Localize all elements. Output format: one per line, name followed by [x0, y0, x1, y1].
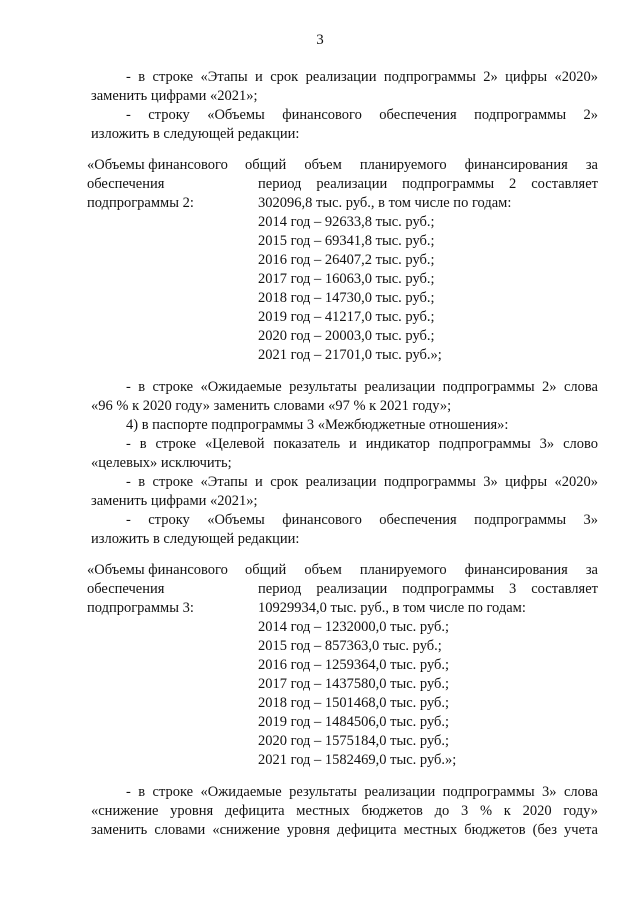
- paragraph-line: заменить цифрами «2021»;: [91, 88, 258, 104]
- table2-text-line: период реализации подпрограммы 3 составляет: [258, 581, 598, 597]
- year-line: 2020 год – 1575184,0 тыс. руб.;: [258, 733, 450, 749]
- table2-text-line: 10929934,0 тыс. руб., в том числе по годам:: [258, 600, 526, 616]
- paragraph-line: заменить цифрами «2021»;: [91, 493, 258, 509]
- page-number: 3: [316, 32, 324, 48]
- label-line: обеспечения: [87, 581, 165, 597]
- year-line: 2016 год – 26407,2 тыс. руб.;: [258, 252, 435, 268]
- year-line: 2019 год – 41217,0 тыс. руб.;: [258, 309, 435, 325]
- paragraph-line: «целевых» исключить;: [91, 455, 232, 471]
- paragraph-line: - в строке «Ожидаемые результаты реализации подпрограммы 2» слова: [126, 379, 598, 395]
- year-line: 2021 год – 1582469,0 тыс. руб.»;: [258, 752, 457, 768]
- paragraph-line: 4) в паспорте подпрограммы 3 «Межбюджетные отношения»:: [126, 417, 509, 433]
- table1-text-line: общий объем планируемого финансирования за: [245, 157, 598, 173]
- paragraph-line: - строку «Объемы финансового обеспечения подпрограммы 3»: [126, 512, 598, 528]
- paragraph-line: изложить в следующей редакции:: [91, 126, 300, 142]
- paragraph-line: - в строке «Этапы и срок реализации подпрограммы 2» цифры «2020»: [126, 69, 598, 85]
- paragraph-line: - строку «Объемы финансового обеспечения подпрограммы 2»: [126, 107, 598, 123]
- table2-label: [87, 561, 239, 618]
- year-line: 2020 год – 20003,0 тыс. руб.;: [258, 328, 435, 344]
- year-line: 2015 год – 69341,8 тыс. руб.;: [258, 233, 435, 249]
- paragraph-line: изложить в следующей редакции:: [91, 531, 300, 547]
- year-line: 2017 год – 16063,0 тыс. руб.;: [258, 271, 435, 287]
- year-line: 2021 год – 21701,0 тыс. руб.»;: [258, 347, 442, 363]
- year-line: 2014 год – 1232000,0 тыс. руб.;: [258, 619, 450, 635]
- label-line: подпрограммы 2:: [87, 195, 194, 211]
- paragraph-line: «96 % к 2020 году» заменить словами «97 % к 2021 году»;: [91, 398, 452, 414]
- table1-label: [87, 156, 239, 213]
- paragraph-line: «снижение уровня дефицита местных бюджетов до 3 % к 2020 году»: [91, 803, 598, 819]
- label-line: подпрограммы 3:: [87, 600, 194, 616]
- year-line: 2016 год – 1259364,0 тыс. руб.;: [258, 657, 450, 673]
- year-line: 2018 год – 1501468,0 тыс. руб.;: [258, 695, 450, 711]
- table2-text-line: общий объем планируемого финансирования за: [245, 562, 598, 578]
- year-line: 2017 год – 1437580,0 тыс. руб.;: [258, 676, 450, 692]
- year-line: 2018 год – 14730,0 тыс. руб.;: [258, 290, 435, 306]
- year-line: 2014 год – 92633,8 тыс. руб.;: [258, 214, 435, 230]
- label-line: «Объемы финансового: [87, 562, 228, 578]
- year-line: 2019 год – 1484506,0 тыс. руб.;: [258, 714, 450, 730]
- label-line: «Объемы финансового: [87, 157, 228, 173]
- year-line: 2015 год – 857363,0 тыс. руб.;: [258, 638, 442, 654]
- paragraph-line: - в строке «Целевой показатель и индикатор подпрограммы 3» слово: [126, 436, 598, 452]
- label-line: обеспечения: [87, 176, 165, 192]
- paragraph-line: - в строке «Ожидаемые результаты реализации подпрограммы 3» слова: [126, 784, 598, 800]
- table1-text-line: 302096,8 тыс. руб., в том числе по годам:: [258, 195, 512, 211]
- paragraph-line: заменить словами «снижение уровня дефицита местных бюджетов (без учета: [91, 822, 598, 838]
- table1-text-line: период реализации подпрограммы 2 составляет: [258, 176, 598, 192]
- paragraph-line: - в строке «Этапы и срок реализации подпрограммы 3» цифры «2020»: [126, 474, 598, 490]
